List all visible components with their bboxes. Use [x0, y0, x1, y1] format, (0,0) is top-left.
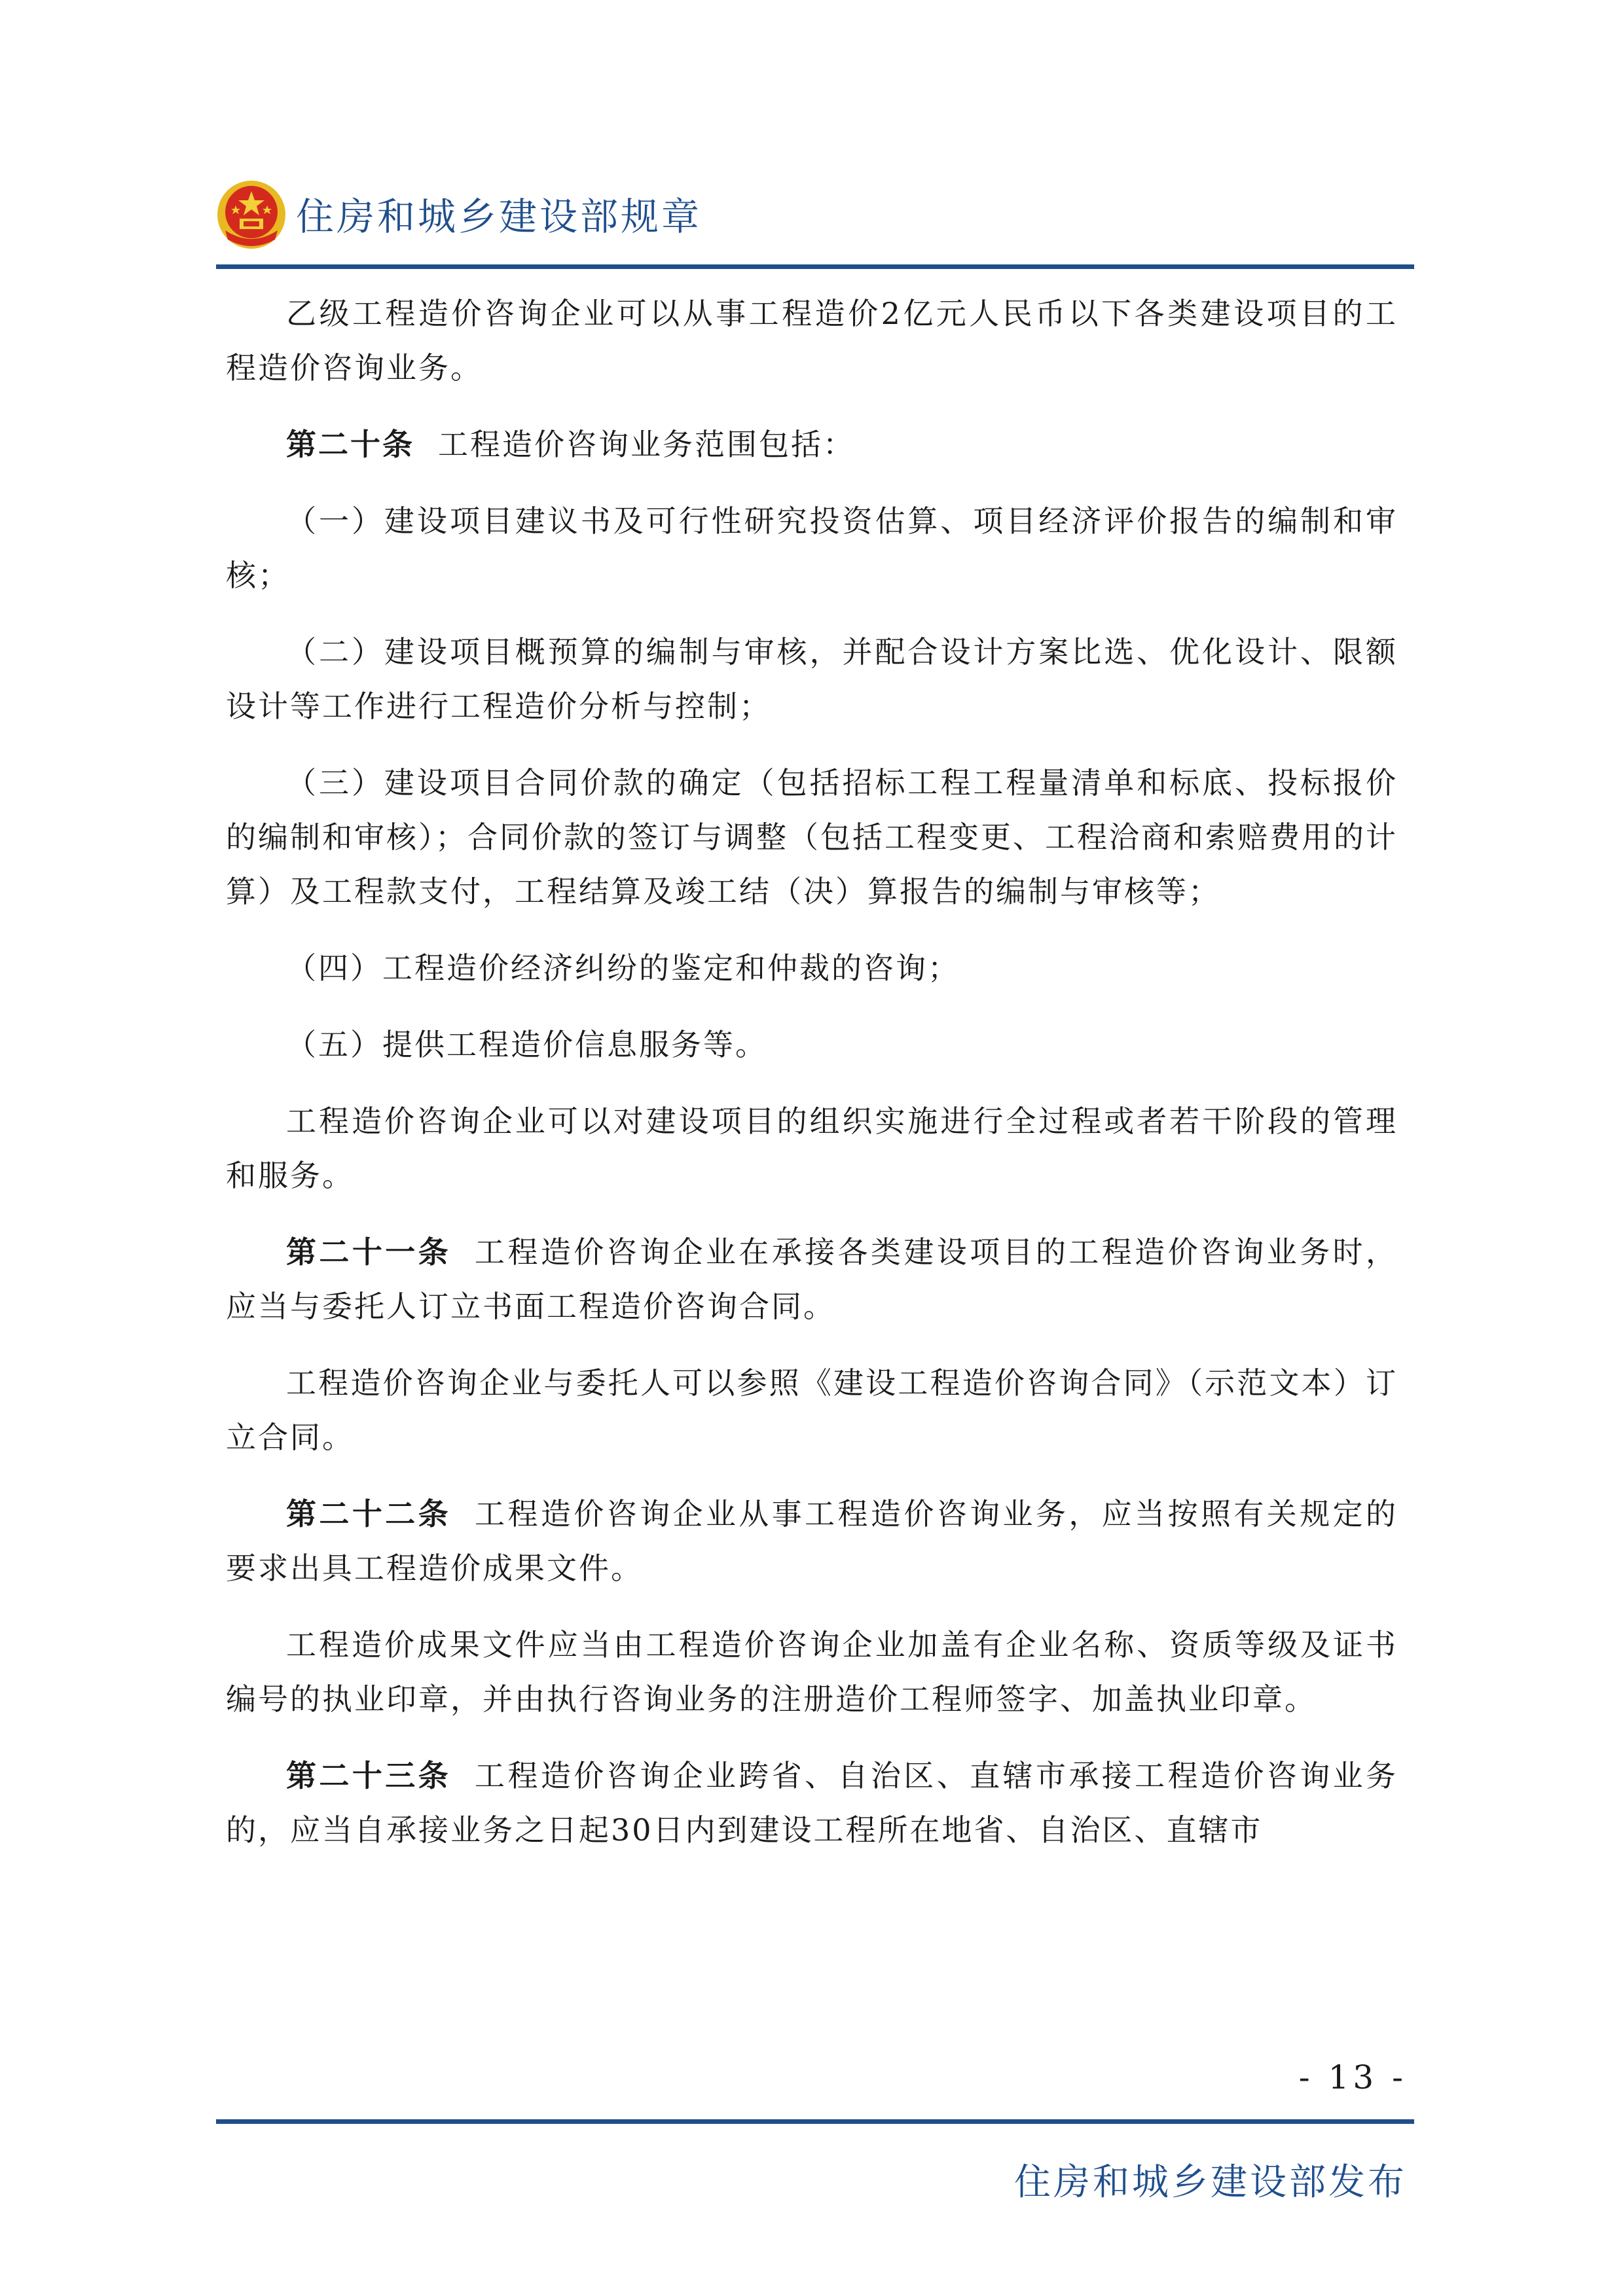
article-heading: 第二十三条 — [286, 1758, 452, 1793]
footer-divider — [216, 2119, 1414, 2124]
article-paragraph — [226, 1749, 1398, 1857]
paragraph-text: （一）建设项目建议书及可行性研究投资估算、项目经济评价报告的编制和审核； — [226, 503, 1398, 593]
article-paragraph — [226, 1225, 1398, 1334]
article-heading: 第二十二条 — [286, 1496, 452, 1532]
paragraph-text: （四）工程造价经济纠纷的鉴定和仲裁的咨询； — [286, 950, 960, 986]
page-header — [216, 171, 1414, 270]
body-paragraph — [226, 494, 1398, 603]
body-paragraph — [226, 756, 1398, 919]
document-body — [226, 287, 1398, 1880]
body-paragraph — [226, 1094, 1398, 1203]
body-paragraph — [226, 287, 1398, 395]
paragraph-text: 工程造价咨询企业可以对建设项目的组织实施进行全过程或者若干阶段的管理和服务。 — [226, 1103, 1398, 1193]
body-paragraph — [226, 1018, 1398, 1072]
paragraph-text: 工程造价咨询企业与委托人可以参照《建设工程造价咨询合同》（示范文本）订立合同。 — [226, 1365, 1398, 1455]
paragraph-text: （二）建设项目概预算的编制与审核，并配合设计方案比选、优化设计、限额设计等工作进行工程造价分析与控制； — [226, 634, 1398, 724]
header-title: 住房和城乡建设部规章 — [296, 194, 702, 239]
body-paragraph — [226, 1618, 1398, 1727]
footer-publisher: 住房和城乡建设部发布 — [1014, 2161, 1407, 2204]
body-paragraph — [226, 941, 1398, 996]
article-paragraph — [226, 1487, 1398, 1596]
article-heading: 第二十一条 — [286, 1234, 452, 1270]
page-number: - 13 - — [1298, 2058, 1407, 2096]
article-paragraph — [226, 418, 1398, 472]
national-emblem-icon — [216, 179, 287, 250]
paragraph-text: （五）提供工程造价信息服务等。 — [286, 1027, 767, 1062]
header-divider — [216, 264, 1414, 269]
article-heading: 第二十条 — [286, 427, 414, 462]
paragraph-text: 乙级工程造价咨询企业可以从事工程造价2亿元人民币以下各类建设项目的工程造价咨询业务。 — [226, 296, 1398, 386]
paragraph-text: 工程造价咨询企业从事工程造价咨询业务，应当按照有关规定的要求出具工程造价成果文件。 — [226, 1496, 1398, 1586]
paragraph-text: 工程造价咨询企业跨省、自治区、直辖市承接工程造价咨询业务的，应当自承接业务之日起30日内到建设工程所在地省、自治区、直辖市 — [226, 1758, 1398, 1848]
paragraph-text: （三）建设项目合同价款的确定（包括招标工程工程量清单和标底、投标报价的编制和审核）；合同价款的签订与调整（包括工程变更、工程洽商和索赔费用的计算）及工程款支付，工程结算及竣工结（决）算报告的编制与审核等； — [226, 765, 1398, 909]
body-paragraph — [226, 625, 1398, 734]
body-paragraph — [226, 1356, 1398, 1465]
paragraph-text: 工程造价成果文件应当由工程造价咨询企业加盖有企业名称、资质等级及证书编号的执业印章，并由执行咨询业务的注册造价工程师签字、加盖执业印章。 — [226, 1627, 1398, 1717]
paragraph-text: 工程造价咨询企业在承接各类建设项目的工程造价咨询业务时，应当与委托人订立书面工程造价咨询合同。 — [226, 1234, 1398, 1324]
paragraph-text: 工程造价咨询业务范围包括： — [438, 427, 855, 462]
